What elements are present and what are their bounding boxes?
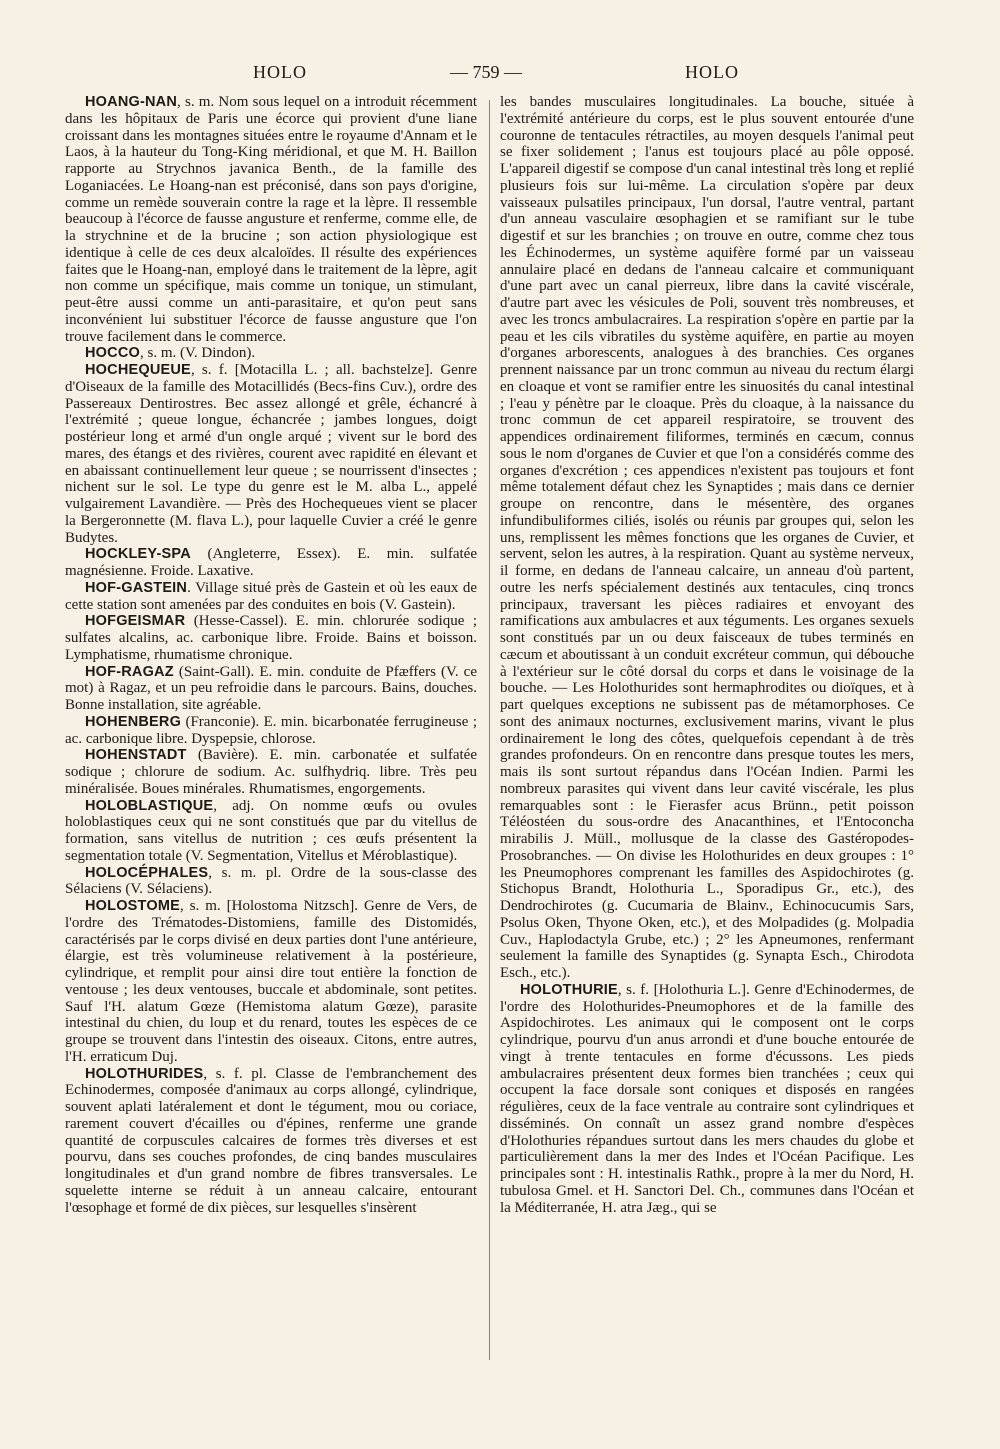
entry-text: , s. m. pl. Ordre de la sous-classe des Sélaciens (V. Sélaciens). <box>65 864 477 898</box>
entry <box>65 345 477 362</box>
headword: HOLOBLASTIQUE <box>85 797 214 814</box>
entry-text: . Village situé près de Gastein et où les eaux de cette station sont amenées par des conduites en bois (V. Gastein). <box>65 579 477 613</box>
left-column <box>65 94 477 1429</box>
headword: HOF-RAGAZ <box>85 663 174 680</box>
entry-text: , s. m. Nom sous lequel on a introduit récemment dans les hôpitaux de Paris une écorce qui provient d'une liane croissant dans les montagnes situées entre le royaume d'Annam et le Laos, à la hauteur du Tong-King méridional, et que M. H. Baillon rapporte au Strychnos javanica Benth., de la famille des Loganiacées. Le Hoang-nan est préconisé, dans son pays d'origine, comme un remède souverain contre la rage et la lèpre. Il ressemble beaucoup à l'écorce de fausse angusture et renferme, comme elle, de la strychnine et de la brucine ; son action physiologique est identique à celle de ces deux alcaloïdes. Il résulte des expériences faites que le Hoang-nan, employé dans le traitement de la lèpre, agit non comme un spécifique, mais comme un tonique, un stimulant, peut-être aussi comme un anti-parasitaire, et qu'on peut sans inconvénient lui substituer l'écorce de fausse angusture que l'on trouve facilement dans le commerce. <box>65 94 477 345</box>
entry <box>65 865 477 899</box>
entry <box>65 94 477 345</box>
headword: HOFGEISMAR <box>85 613 186 630</box>
entry <box>65 714 477 748</box>
headword: HOHENSTADT <box>85 747 187 764</box>
running-head-right: HOLO <box>685 62 739 82</box>
entry-text: , s. f. [Motacilla L. ; all. bachstelze]. Genre d'Oiseaux de la famille des Motacillidés (Becs-fins Cuv.), ordre des Passereaux Dentirostres. Bec assez allongé et grêle, échancré à l'extrémité ; queue longue, échancrée ; jambes longues, doigt postérieur long et armé d'un ongle arqué ; vivent sur le bord des mares, des étangs et des rivières, courent avec rapidité en élevant et en abaissant continuellement leur queue ; se nourrissent d'insectes ; nichent sur le sol. Le type du genre est le M. alba L., appelé vulgairement Lavandière. — Près des Hochequeues vient se placer la Bergeronnette (M. flava L.), pour laquelle Cuvier a créé le genre Budytes. <box>65 362 477 546</box>
entry-text: , adj. On nomme œufs ou ovules holoblastiques ceux qui ne sont constitués que par du vitellus de formation, sans vitellus de nutrition ; ces œufs présentent la segmentation totale (V. Segmentation, Vitellus et Méroblastique). <box>65 797 477 864</box>
entry-text: , s. m. (V. Dindon). <box>139 345 256 362</box>
headword: HOCCO <box>85 345 140 362</box>
entry-text: (Saint-Gall). E. min. conduite de Pfæffers (V. ce mot) à Ragaz, et un peu refroidie dans le parcours. Bains, douches. Bonne installation, site agréable. <box>65 663 477 713</box>
entry-text: , s. m. [Holostoma Nitzsch]. Genre de Vers, de l'ordre des Trématodes-Distomiens, famille des Distomidés, caractérisés par le corps divisé en deux parties dont l'une antérieure, élargie, est très volumineuse relativement à la postérieure, cylindrique, et remplit pour ainsi dire tout entière la fonction de ventouse ; les deux ventouses, buccale et abdominale, sont petites. Sauf l'H. alatum Gœze (Hemistoma alatum Gœze), parasite intestinal du chien, du loup et du renard, toutes les espèces de ce groupe se trouvent dans l'intestin des oiseaux. Citons, entre autres, l'H. erraticum Duj. <box>65 898 477 1065</box>
entry-text: , s. f. pl. Classe de l'embranchement des Echinodermes, composée d'animaux au corps allongé, cylindrique, souvent aplati latéralement et dont le tégument, mou ou coriace, rarement couvert d'écailles ou d'épines, renferme une grande quantité de corpuscules calcaires de formes très diverses et est pourvu, dans ses couches profondes, de cinq bandes musculaires longitudinales et d'un grand nombre de fibres transversales. Le squelette interne se réduit à un anneau calcaire, entourant l'œsophage et formé de dix pièces, sur lesquelles s'insèrent <box>65 1065 477 1216</box>
entry-text: les bandes musculaires longitudinales. La bouche, située à l'extrémité antérieure du corps, est le plus souvent entourée d'une couronne de tentacules rétractiles, au moyen desquels l'animal peut se fixer solidement ; l'anus est toujours placé au pôle opposé. L'appareil digestif se compose d'un canal intestinal très long et replié plusieurs fois sur lui-même. La circulation s'opère par deux vaisseaux pulsatiles principaux, l'un dorsal, l'autre ventral, partant d'un anneau vasculaire œsophagien et se ramifiant sur le tube digestif et sur les branchies ; on trouve en outre, comme chez tous les Échinodermes, un système aquifère formé par un vaisseau annulaire placé en dedans de l'anneau calcaire et communiquant d'une part avec un canal pierreux, libre dans la cavité viscérale, d'autre part avec les vésicules de Poli, souvent très nombreuses, et avec les troncs ambulacraires. La respiration s'opère en partie par la peau et les cils vibratiles du système aquifère, en partie au moyen d'organes arborescents, analogues à des branchies. Ces organes prennent naissance par un tronc commun au niveau du rectum élargi en cloaque et vont se ramifier entre les sinuosités du canal intestinal ; l'eau y pénètre par le cloaque. Près du cloaque, à la naissance du tronc commun de cet appareil respiratoire, se trouvent des appendices ordinairement filiformes, terminés en cæcum, connus sous le nom d'organes de Cuvier et que l'on a considérés comme des organes d'excrétion ; ces appendices n'existent pas toujours et font même totalement défaut chez les Synaptides ; mais dans ce dernier groupe on rencontre, dans le mésentère, des organes infundibuliformes ciliés, isolés ou réunis par groupes qui, selon les uns, remplissent les mêmes fonctions que les organes de Cuvier, et servent, selon les autres, à la respiration. Quant au système nerveux, il forme, en dedans de l'anneau calcaire, un anneau d'où partent, outre les nerfs spécialement destinés aux tentacules, cinq troncs principaux, traversant les pièces radiaires et envoyant des ramifications aux ambulacres et aux téguments. Les organes sexuels sont constitués par un ou deux faisceaux de tubes terminés en cæcum et aboutissant à un conduit excréteur commun, qui débouche à l'extérieur sur le côté dorsal du corps et dans le voisinage de la bouche. — Les Holothurides sont hermaphrodites ou dioïques, et à part quelques exceptions ne subissent pas de métamorphoses. Ce sont des animaux nocturnes, exclusivement marins, vivant le plus ordinairement le long des côtes, quelquefois cependant à de très grandes profondeurs. On en rencontre dans presque toutes les mers, mais ils sont surtout répandus dans l'Océan Indien. Parmi les nombreux parasites qui vivent dans leur cavité viscérale, les plus remarquables sont : le Fierasfer acus Brünn., petit poisson Téléostéen du sous-ordre des Anacanthines, et l'Entoconcha mirabilis J. Müll., mollusque de la classe des Gastéropodes-Prosobranches. — On divise les Holothurides en deux groupes : 1° les Pneumophores comprenant les familles des Aspidochirotes (g. Stichopus Brandt, Holothuria L., Sporadipus Gr., etc.), des Dendrochirotes (g. Cucumaria de Blainv., Echinocucumis Sars, Psolus Oken, Thyone Oken, etc.), et des Molpadides (g. Molpadia Cuv., Haplodactyla Grube, etc.) ; 2° les Apneumones, renfermant seulement la famille des Synaptides (g. Synapta Esch., Chirodota Esch., etc.). <box>500 94 914 981</box>
entry <box>65 1066 477 1217</box>
entry-text: , s. f. [Holothuria L.]. Genre d'Echinodermes, de l'ordre des Holothurides-Pneumophores et de la famille des Aspidochirotes. Les animaux qui le composent ont le corps cylindrique, pourvu d'un anus arrondi et d'une bouche entourée de vingt à trente tentacules en forme d'écussons. Les pieds ambulacraires présentent deux formes bien tranchées ; ceux qui occupent la face dorsale sont coniques et disposés en rangées régulières, ceux de la face ventrale au contraire sont cylindriques et disséminés. On connaît un assez grand nombre d'espèces d'Holothuries répandues surtout dans les mers chaudes du globe et particulièrement dans la mer des Indes et l'Océan Pacifique. Les principales sont : H. intestinalis Rathk., propre à la mer du Nord, H. tubulosa Gmel. et H. Sanctori Del. Ch., communes dans l'Océan et la Méditerranée, H. atra Jæg., qui se <box>500 981 914 1216</box>
entry <box>65 613 477 663</box>
entry <box>65 747 477 797</box>
entry <box>65 664 477 714</box>
headword: HOHENBERG <box>85 713 182 730</box>
headword: HOLOSTOME <box>85 898 180 914</box>
entry-text: (Franconie). E. min. bicarbonatée ferrugineuse ; ac. carbonique libre. Dyspepsie, chlorose. <box>65 713 477 747</box>
entry <box>65 898 477 1066</box>
entry <box>65 362 477 546</box>
running-head-left: HOLO <box>253 62 307 82</box>
headword: HOCKLEY-SPA <box>85 546 191 563</box>
entry-text: (Hesse-Cassel). E. min. chlorurée sodique ; sulfates alcalins, ac. carbonique libre. Froide. Bains et boisson. Lymphatisme, rhumatisme chronique. <box>65 613 477 663</box>
entry-continuation <box>500 94 914 982</box>
headword: HOCHEQUEUE <box>85 362 191 378</box>
headword: HOLOTHURIE <box>520 981 618 998</box>
page-number: — 759 — <box>450 62 522 82</box>
headword: HOANG-NAN <box>85 94 178 110</box>
headword: HOLOTHURIDES <box>85 1065 204 1082</box>
entry <box>500 982 914 1217</box>
entry-text: (Bavière). E. min. carbonatée et sulfatée sodique ; chlorure de sodium. Ac. sulfhydriq. libre. Très peu minéralisée. Boues minérales. Rhumatismes, engorgements. <box>65 747 477 797</box>
entry <box>65 546 477 580</box>
entry <box>65 798 477 865</box>
column-divider <box>489 100 490 1360</box>
entry <box>65 580 477 614</box>
entry-text: (Angleterre, Essex). E. min. sulfatée magnésienne. Froide. Laxative. <box>65 546 477 579</box>
running-head <box>0 62 1000 92</box>
right-column <box>500 94 914 1429</box>
headword: HOF-GASTEIN <box>85 579 188 596</box>
headword: HOLOCÉPHALES <box>85 864 209 881</box>
